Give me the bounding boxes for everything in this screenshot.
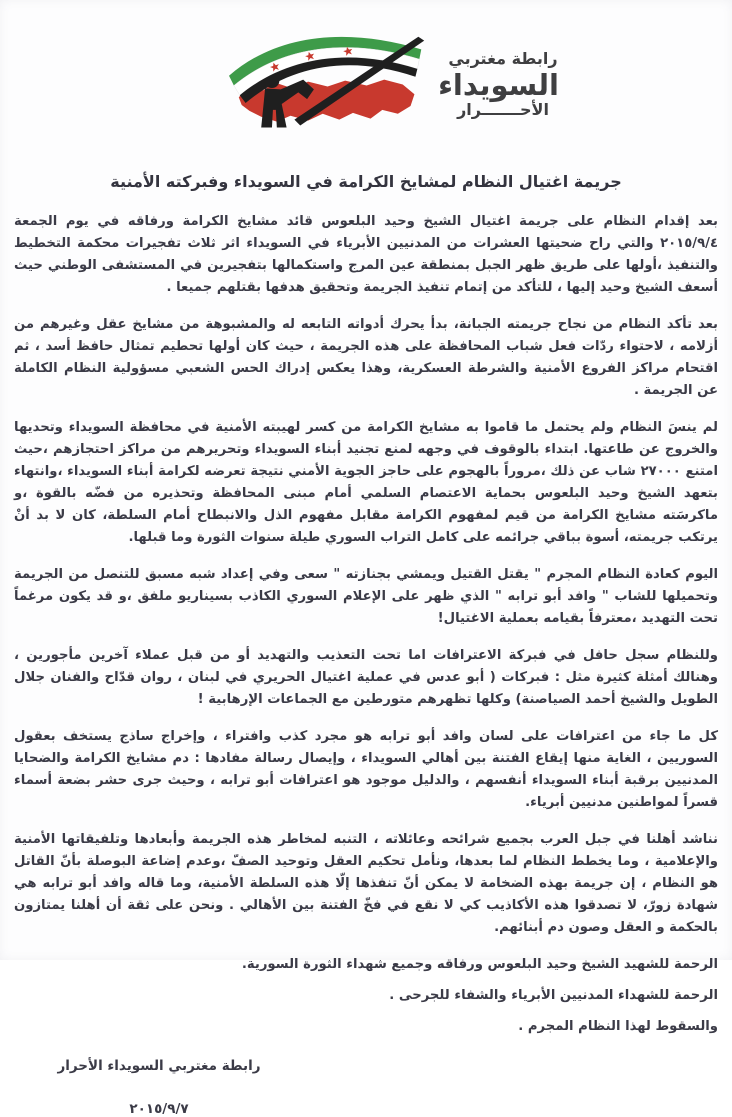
body-paragraph: لم ينسَ النظام ولم يحتمل ما قاموا به مشايخ الكرامة من كسر لهيبته الأمنية في محافظة السويداء وتحديها والخروج عن طاعتها. ابتداء بالوقوف في وجهه لمنع تجنيد أبناء السويداء وتحريرهم من مراكز احتجازهم ،حيث امتنع ٢٧٠٠٠ شاب عن ذلك ،مروراً بالهجوم على حاجز الجوية الأمني نتيجة تعرضه لكرامة أبناء السويداء ،وانتهاء بتعهد الشيخ وحيد البلعوس بحماية الاعتصام السلمي أمام مبنى المحافظة وتحذيره من فضّه بالقوة ،و ماكرسَته مشايخ الكرامة من قيم لمفهوم الكرامة مقابل مفهوم الذل والانبطاح أمام السلطة، كان لا بد أنْ يرتكب جريمته، أسوة بباقي جرائمه على كامل التراب السوري طيلة سنوات الثورة وما قبلها. [14,420,718,545]
body-paragraph: نناشد أهلنا في جبل العرب بجميع شرائحه وعائلاته ، التنبه لمخاطر هذه الجريمة وأبعادها وتلفيقاتها الأمنية والإعلامية ، وما يخطط النظام لما بعدها، ونأمل تحكيم العقل وتوحيد الصفّ ،وعدم إضاعة البوصلة بأنّ القاتل هو النظام ، إن جريمة بهذه الضخامة لا يمكن أنّ تنفذها إلّا هذه السلطة الأمنية، وما قاله وافد أبو ترابه هي شهادة زورّ، لا تصدقوا هذه الأكاذيب كي لا نقع في فخّ الفتنة بين الأهالي . ونحن على ثقة أن أهلنا يمتازون بالحكمة و العقل وصون دم أبنائهم. [14,832,718,935]
logo-org-name-top: رابطة مغتربي [448,48,558,68]
org-logo-text [438,48,559,120]
closing-line: الرحمة للشهداء المدنيين الأبرياء والشفاء للجرحى . [389,988,718,1003]
closing-line: الرحمة للشهيد الشيخ وحيد البلعوس ورفاقه وجميع شهداء الثورة السورية. [241,957,718,972]
body-paragraph: كل ما جاء من اعترافات على لسان وافد أبو ترابه هو مجرد كذب وافتراء ، وإخراج ساذج يستخف بعقول السوريين ، الغاية منها إيقاع الفتنة بين أهالي السويداء ، وإيصال رسالة مفادها : دم مشايخ الكرامة والضحايا المدنيين برقبة أبناء السويداء أنفسهم ، والدليل موجود هو اعترافات أبو ترابه ، وحيث جرى حشر بضعة أسماء قسراً لمواطنين مدنيين أبرياء. [14,729,718,810]
logo-org-name-bottom: الأحـــــــرار [457,100,549,120]
logo-org-name-main: السويداء [438,67,559,102]
document-body [14,211,718,1038]
document-title: جريمة اغتيال النظام لمشايخ الكرامة في السويداء وفبركته الأمنية [110,172,622,191]
body-paragraph: بعد تأكد النظام من نجاح جريمته الجبانة، بدأ يحرك أدواته التابعه له والمشبوهة من مشايخ عقل وغيرهم من أزلامه ، لاحتواء ردّات فعل شباب المحافظة على هذه الجريمة ، حيث كان أولها تحطيم تمثال حافظ أسد ، ثم اقتحام مراكز الفروع الأمنية والشرطة العسكرية، وهذا يعكس إدراك الحس الشعبي مسؤولية النظام الكاملة عن الجريمة . [14,317,718,398]
closing-line: والسقوط لهذا النظام المجرم . [518,1019,718,1034]
org-logo [40,22,732,148]
closing-lines [14,954,718,1038]
org-flag-icon [225,24,437,146]
body-paragraph: بعد إقدام النظام على جريمة اغتيال الشيخ وحيد البلعوس قائد مشايخ الكرامة ورفاقه في يوم الجمعة ٢٠١٥/٩/٤ والتي راح ضحيتها العشرات من المدنيين الأبرياء في السويداء اثر ثلاث تفجيرات محكمة التخطيط والتنفيذ ،أولها على طريق ظهر الجبل بمنطقة عين المرج واستكمالها بتفجيرين في المستشفى الوطني حيث أسعف الشيخ وحيد إليها ، للتأكد من إتمام تنفيذ الجريمة وتحقيق هدفها بقتلهم جميعا . [14,214,718,295]
signature-org-name: رابطة مغتربي السويداء الأحرار [57,1058,261,1074]
signature-date: ٢٠١٥/٩/٧ [129,1101,189,1117]
body-paragraph: وللنظام سجل حافل في فبركة الاعترافات اما تحت التعذيب والتهديد أو من قبل عملاء آخرين مأجورين ، وهنالك أمثلة كثيرة مثل : فبركات ( أبو عدس في عملية اغتيال الحريري في لبنان ، روان قدّاح والفنان جلال الطويل والشيخ أحمد الصياصنة) وكلها تظهرهم متورطين مع الجماعات الإرهابية ! [14,648,718,707]
body-paragraph: اليوم كعادة النظام المجرم " يقتل القتيل ويمشي بجنازته " سعى وفي إعداد شبه مسبق للتنصل من الجريمة وتحميلها للشاب " وافد أبو ترابه " الذي ظهر على الإعلام السوري الكاذب بسيناريو ملفق ،و قد يكون مرغماً تحت التهديد ،معترفاً بقيامه بعملية الاغتيال! [14,567,718,626]
signature-block [52,1058,266,1117]
